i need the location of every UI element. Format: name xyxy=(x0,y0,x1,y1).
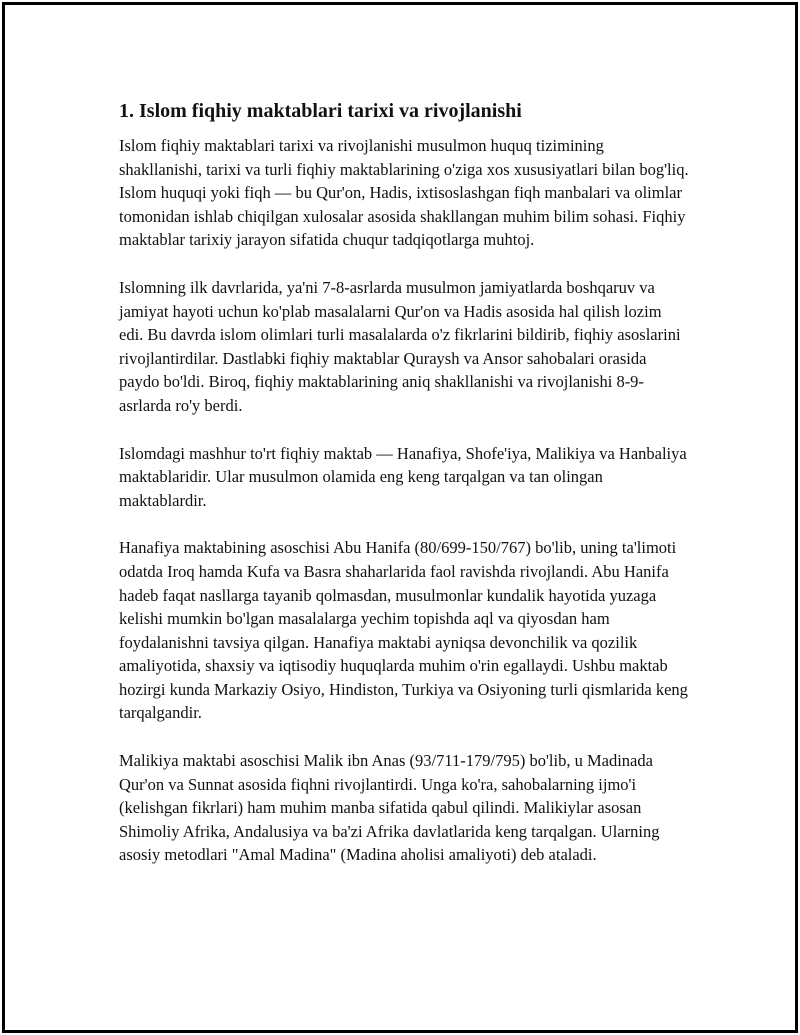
paragraph-early-period: Islomning ilk davrlarida, ya'ni 7-8-asrlarda musulmon jamiyatlarda boshqaruv va jamiyat hayoti uchun ko'plab masalalarni Qur'on va Hadis asosida hal qilish lozim edi. Bu davrda islom olimlari turli masalalarda o'z fikrlarini bildirib, fiqhiy asoslarini rivojlantirdilar. Dastlabki fiqhiy maktablar Quraysh va Ansor sahobalari orasida paydo bo'ldi. Biroq, fiqhiy maktablarining aniq shakllanishi va rivojlanishi 8-9-asrlarda ro'y berdi. xyxy=(119,277,681,415)
section-heading: 1. Islom fiqhiy maktablari tarixi va rivojlanishi xyxy=(119,100,522,122)
paragraph-hanafiya: Hanafiya maktabining asoschisi Abu Hanifa (80/699-150/767) bo'lib, uning ta'limoti odatda Iroq hamda Kufa va Basra shaharlarida faol ravishda rivojlandi. Abu Hanifa hadeb faqat nasllarga tayanib qolmasdan, musulmonlar kundalik hayotida yuzaga kelishi mumkin bo'lgan masalalarga yechim topishda aql va qiyosdan ham foydalanishni tavsiya qilgan. Hanafiya maktabi ayniqsa devonchilik va qozilik amaliyotida, shaxsiy va iqtisodiy huquqlarda muhim o'rin egallaydi. Ushbu maktab hozirgi kunda Markaziy Osiyo, Hindiston, Turkiya va Osiyoning turli qismlarida keng tarqalgandir. xyxy=(119,538,688,723)
document-body xyxy=(119,98,689,891)
paragraph-four-schools: Islomdagi mashhur to'rt fiqhiy maktab — Hanafiya, Shofe'iya, Malikiya va Hanbaliya maktablaridir. Ular musulmon olamida eng keng tarqalgan va tan olingan maktablardir. xyxy=(119,443,687,510)
page-frame xyxy=(2,2,798,1033)
paragraph-malikiya: Malikiya maktabi asoschisi Malik ibn Anas (93/711-179/795) bo'lib, u Madinada Qur'on va Sunnat asosida fiqhni rivojlantirdi. Unga ko'ra, sahobalarning ijmo'i (kelishgan fikrlari) ham muhim manba sifatida qabul qilindi. Malikiylar asosan Shimoliy Afrika, Andalusiya va ba'zi Afrika davlatlarida keng tarqalgan. Ularning asosiy metodlari "Amal Madina" (Madina aholisi amaliyoti) deb ataladi. xyxy=(119,751,660,865)
paragraph-intro: Islom fiqhiy maktablari tarixi va rivojlanishi musulmon huquq tizimining shakllanishi, tarixi va turli fiqhiy maktablarining o'ziga xos xususiyatlari bilan bog'liq. Islom huquqi yoki fiqh — bu Qur'on, Hadis, ixtisoslashgan fiqh manbalari va olimlar tomonidan ishlab chiqilgan xulosalar asosida shakllangan muhim bilim sohasi. Fiqhiy maktablar tarixiy jarayon sifatida chuqur tadqiqotlarga muhtoj. xyxy=(119,136,689,250)
